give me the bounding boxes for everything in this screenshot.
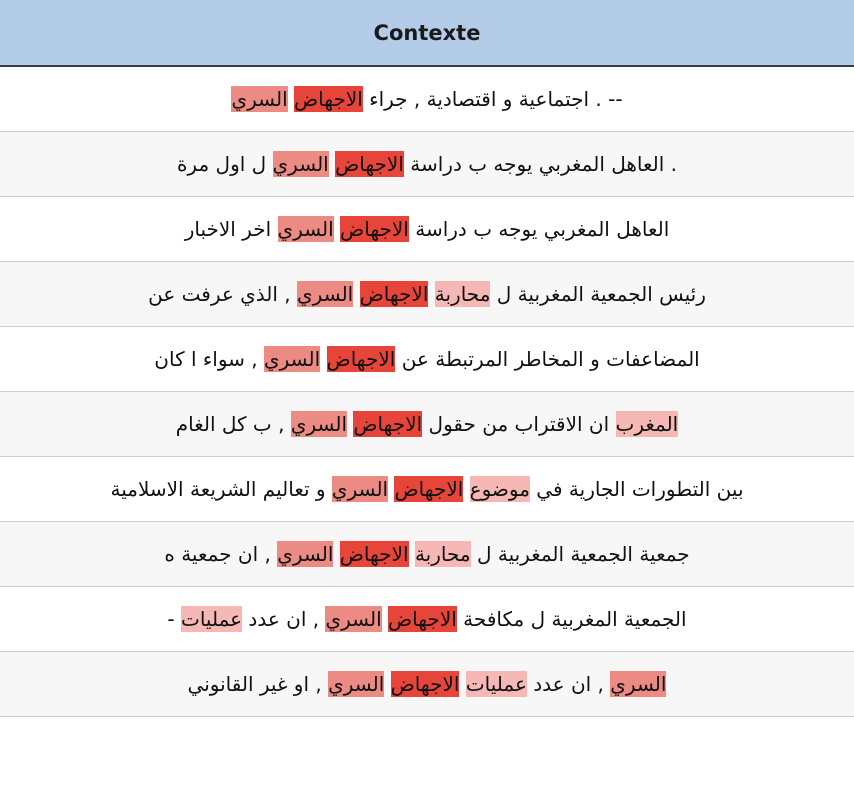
text-span: و تعاليم الشريعة الاسلامية bbox=[110, 477, 332, 501]
text-span: رئيس الجمعية المغربية ل bbox=[490, 282, 706, 306]
text-span: , ان جمعية ه bbox=[164, 542, 278, 566]
text-span: العاهل المغربي يوجه ب دراسة bbox=[408, 217, 670, 241]
context-text bbox=[154, 347, 699, 371]
text-span: الجمعية المغربية ل مكافحة bbox=[456, 607, 687, 631]
highlighted-token: السري bbox=[331, 477, 389, 501]
table-row bbox=[0, 197, 854, 262]
highlighted-token: موضوع bbox=[469, 477, 530, 501]
highlighted-token: السري bbox=[610, 672, 667, 696]
highlighted-token: الاجهاض bbox=[353, 412, 423, 436]
context-text bbox=[164, 542, 689, 566]
highlighted-token: السري bbox=[277, 217, 334, 241]
highlighted-token: السري bbox=[325, 607, 382, 631]
highlighted-token: عمليات bbox=[181, 607, 243, 631]
highlighted-token: السري bbox=[277, 542, 334, 566]
table-row bbox=[0, 132, 854, 197]
text-span bbox=[353, 281, 359, 307]
table-body bbox=[0, 67, 854, 717]
highlighted-token: محاربة bbox=[434, 282, 491, 306]
text-span: , ب كل الغام bbox=[175, 412, 291, 436]
table-row bbox=[0, 67, 854, 132]
highlighted-token: الاجهاض bbox=[390, 672, 460, 696]
highlighted-token: المغرب bbox=[615, 412, 679, 436]
text-span: , الذي عرفت عن bbox=[148, 282, 298, 306]
text-span: -- . اجتماعية و اقتصادية , جراء bbox=[362, 87, 623, 111]
highlighted-token: الاجهاض bbox=[388, 607, 457, 631]
text-span: - bbox=[167, 607, 181, 631]
text-span: جمعية الجمعية المغربية ل bbox=[470, 542, 690, 566]
text-span: . العاهل المغربي يوجه ب دراسة bbox=[403, 152, 678, 176]
context-text bbox=[176, 412, 678, 436]
text-span: ل اول مرة bbox=[176, 152, 273, 176]
highlighted-token: السري bbox=[231, 87, 288, 111]
table-row bbox=[0, 327, 854, 392]
highlighted-token: الاجهاض bbox=[359, 282, 429, 306]
text-span: اخر الاخبار bbox=[184, 217, 278, 241]
highlighted-token: السري bbox=[328, 672, 385, 696]
text-span: ان الاقتراب من حقول bbox=[422, 412, 616, 436]
context-text bbox=[167, 607, 686, 631]
table-row bbox=[0, 652, 854, 717]
text-span: , سواء ا كان bbox=[154, 347, 264, 371]
context-text bbox=[188, 672, 667, 696]
context-text bbox=[177, 152, 677, 176]
table-row bbox=[0, 457, 854, 522]
text-span bbox=[409, 541, 415, 567]
highlighted-token: السري bbox=[297, 282, 354, 306]
column-header bbox=[0, 0, 854, 67]
text-span bbox=[320, 346, 326, 372]
text-span bbox=[428, 281, 434, 307]
column-header-label: Contexte bbox=[373, 20, 481, 45]
text-span: المضاعفات و المخاطر المرتبطة عن bbox=[395, 347, 700, 371]
text-span bbox=[463, 476, 469, 502]
highlighted-token: الاجهاض bbox=[394, 477, 464, 501]
text-span: , او غير القانوني bbox=[187, 672, 329, 696]
text-span: , ان عدد bbox=[526, 672, 611, 696]
highlighted-token: محاربة bbox=[414, 542, 471, 566]
highlighted-token: السري bbox=[290, 412, 348, 436]
context-text bbox=[148, 282, 706, 306]
context-text bbox=[185, 217, 670, 241]
context-text bbox=[231, 87, 622, 111]
table-row bbox=[0, 522, 854, 587]
table-row bbox=[0, 392, 854, 457]
text-span: بين التطورات الجارية في bbox=[529, 477, 744, 501]
highlighted-token: السري bbox=[272, 152, 329, 176]
highlighted-token: السري bbox=[263, 347, 321, 371]
highlighted-token: الاجهاض bbox=[340, 217, 409, 241]
table-row bbox=[0, 262, 854, 327]
text-span bbox=[384, 671, 390, 697]
highlighted-token: الاجهاض bbox=[335, 152, 404, 176]
text-span bbox=[333, 541, 339, 567]
context-text bbox=[110, 477, 743, 501]
text-span bbox=[459, 671, 465, 697]
highlighted-token: الاجهاض bbox=[339, 542, 409, 566]
table-row bbox=[0, 587, 854, 652]
highlighted-token: عمليات bbox=[465, 672, 527, 696]
highlighted-token: الاجهاض bbox=[293, 87, 363, 111]
highlighted-token: الاجهاض bbox=[326, 347, 396, 371]
text-span: , ان عدد bbox=[242, 607, 326, 631]
